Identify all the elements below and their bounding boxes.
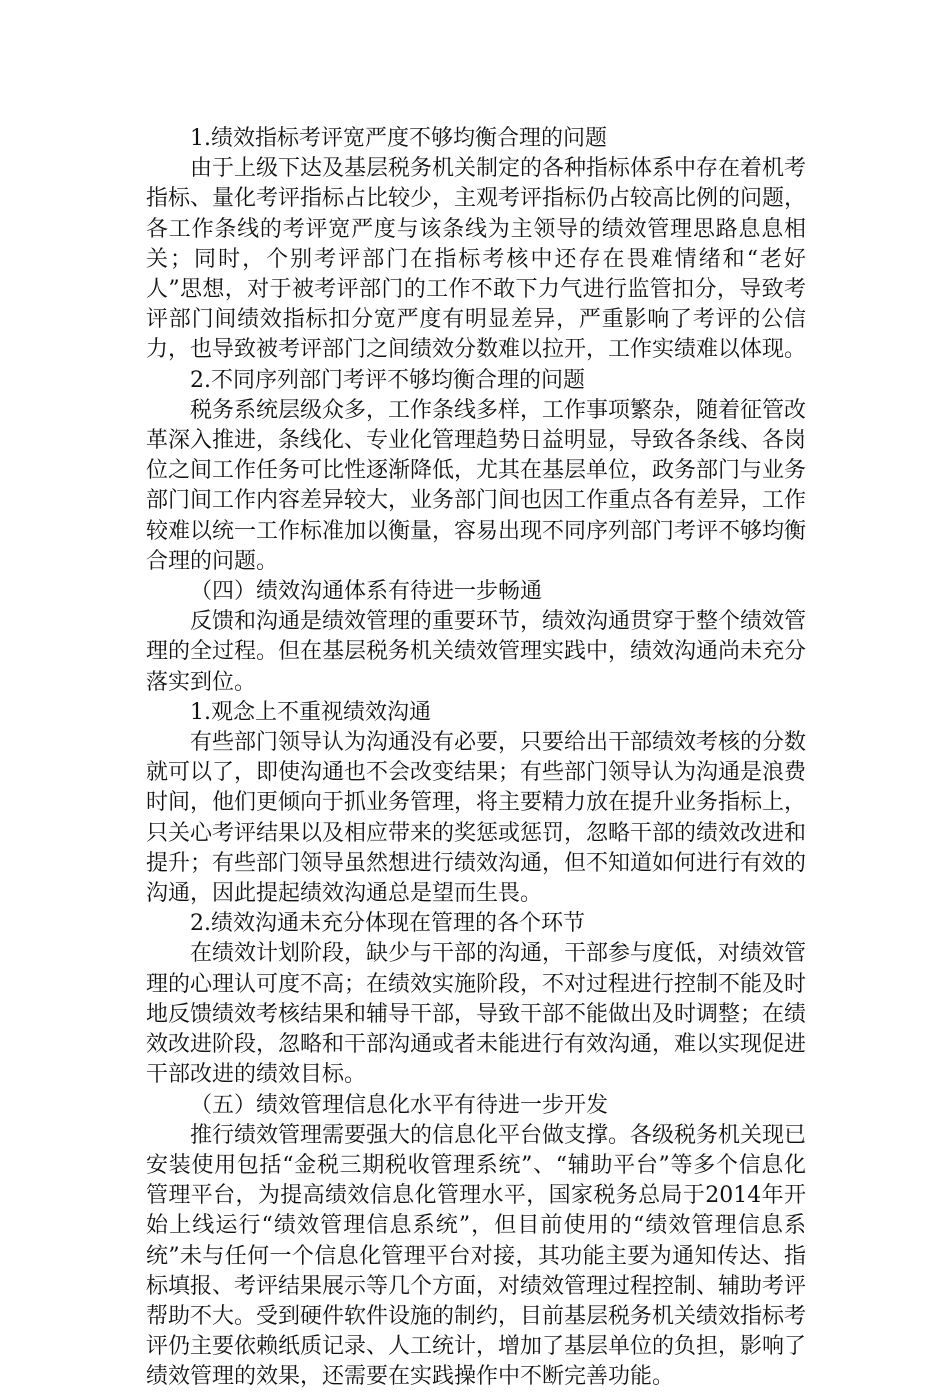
subsection-heading-2: 2.绩效沟通未充分体现在管理的各个环节 xyxy=(190,911,585,937)
subsection-heading-2: 2.不同序列部门考评不够均衡合理的问题 xyxy=(190,367,585,393)
body-paragraph: 推行绩效管理需要强大的信息化平台做支撑。各级税务机关现已安装使用包括“金税三期税收管理系统”、“辅助平台”等多个信息化管理平台，为提高绩效信息化管理水平，国家税务总局于2014年开始上线运行“绩效管理信息系统”，但目前使用的“绩效管理信息系统”未与任何一个信息化管理平台对接，其功能主要为通知传达、指标填报、考评结果展示等几个方面，对绩效管理过程控制、辅助考评帮助不大。受到硬件软件设施的制约，目前基层税务机关绩效指标考评仍主要依赖纸质记录、人工统计，增加了基层单位的负担，影响了绩效管理的效果，还需要在实践操作中不断完善功能。 xyxy=(146,1122,807,1390)
body-paragraph: 反馈和沟通是绩效管理的重要环节，绩效沟通贯穿于整个绩效管理的全过程。但在基层税务机关绩效管理实践中，绩效沟通尚未充分落实到位。 xyxy=(146,609,807,695)
section-heading-4: （四）绩效沟通体系有待进一步畅通 xyxy=(190,579,543,605)
subsection-heading-1: 1.观念上不重视绩效沟通 xyxy=(190,699,431,725)
body-paragraph: 税务系统层级众多，工作条线多样，工作事项繁杂，随着征管改革深入推进，条线化、专业化管理趋势日益明显，导致各条线、各岗位之间工作任务可比性逐渐降低，尤其在基层单位，政务部门与业务部门间工作内容差异较大，业务部门间也因工作重点各有差异，工作较难以统一工作标准加以衡量，容易出现不同序列部门考评不够均衡合理的问题。 xyxy=(146,397,807,574)
body-paragraph: 由于上级下达及基层税务机关制定的各种指标体系中存在着机考指标、量化考评指标占比较少，主观考评指标仍占较高比例的问题，各工作条线的考评宽严度与该条线为主领导的绩效管理思路息息相关；同时，个别考评部门在指标考核中还存在畏难情绪和“老好人”思想，对于被考评部门的工作不敢下力气进行监管扣分，导致考评部门间绩效指标扣分宽严度有明显差异，严重影响了考评的公信力，也导致被考评部门之间绩效分数难以拉开，工作实绩难以体现。 xyxy=(146,156,807,363)
body-paragraph: 在绩效计划阶段，缺少与干部的沟通，干部参与度低，对绩效管理的心理认可度不高；在绩效实施阶段，不对过程进行控制不能及时地反馈绩效考核结果和辅导干部，导致干部不能做出及时调整；在绩效改进阶段，忽略和干部沟通或者未能进行有效沟通，难以实现促进干部改进的绩效目标。 xyxy=(146,941,807,1088)
subsection-heading-1: 1.绩效指标考评宽严度不够均衡合理的问题 xyxy=(190,126,607,151)
section-heading-5: （五）绩效管理信息化水平有待进一步开发 xyxy=(190,1092,609,1118)
body-paragraph: 有些部门领导认为沟通没有必要，只要给出干部绩效考核的分数就可以了，即使沟通也不会改变结果；有些部门领导认为沟通是浪费时间，他们更倾向于抓业务管理，将主要精力放在提升业务指标上，只关心考评结果以及相应带来的奖惩或惩罚，忽略干部的绩效改进和提升；有些部门领导虽然想进行绩效沟通，但不知道如何进行有效的沟通，因此提起绩效沟通总是望而生畏。 xyxy=(146,730,807,907)
document-body xyxy=(146,124,806,1393)
